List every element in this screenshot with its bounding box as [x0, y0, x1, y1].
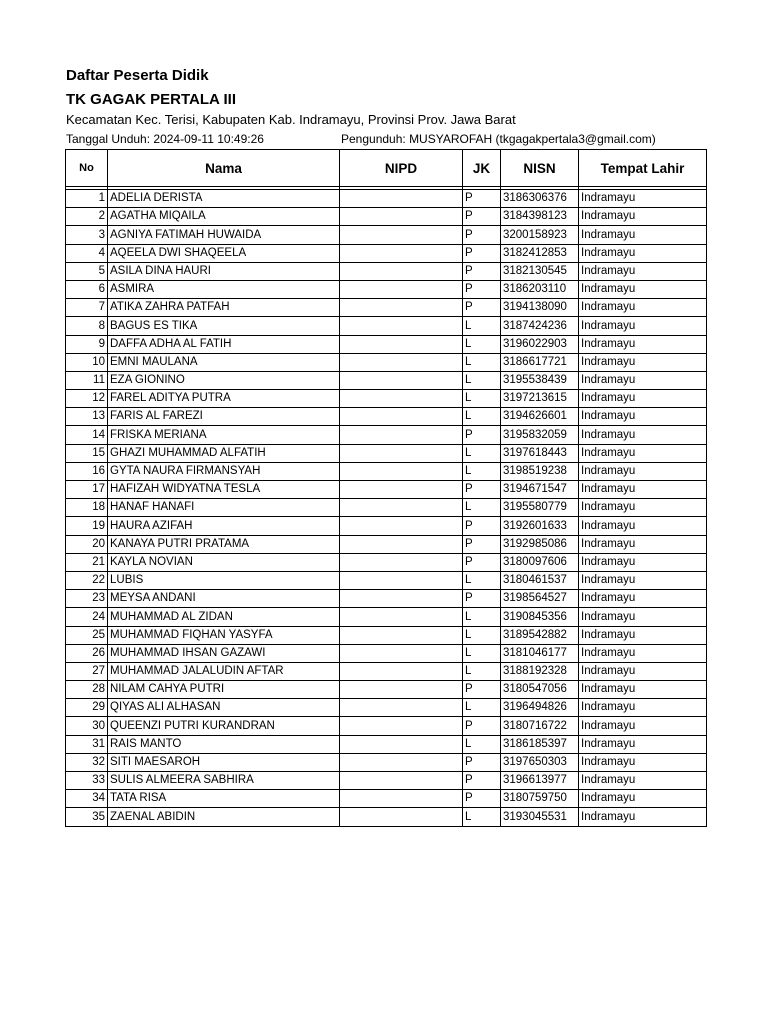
cell-nipd [340, 608, 463, 626]
cell-jk: P [463, 717, 501, 735]
cell-nama: ASMIRA [108, 280, 340, 298]
cell-nama: ATIKA ZAHRA PATFAH [108, 299, 340, 317]
cell-tempat-lahir: Indramayu [579, 608, 707, 626]
table-row [66, 662, 707, 680]
cell-jk: L [463, 626, 501, 644]
cell-nipd [340, 517, 463, 535]
cell-tempat-lahir: Indramayu [579, 226, 707, 244]
cell-nipd [340, 280, 463, 298]
cell-nisn: 3180759750 [501, 790, 579, 808]
cell-no: 11 [66, 371, 108, 389]
cell-tempat-lahir: Indramayu [579, 662, 707, 680]
cell-nama: MUHAMMAD FIQHAN YASYFA [108, 626, 340, 644]
downloader-info: Pengunduh: MUSYAROFAH (tkgagakpertala3@gmail.com) [341, 132, 656, 146]
cell-nipd [340, 390, 463, 408]
cell-no: 28 [66, 681, 108, 699]
cell-tempat-lahir: Indramayu [579, 462, 707, 480]
cell-nisn: 3181046177 [501, 644, 579, 662]
column-header-tempat-lahir: Tempat Lahir [579, 150, 707, 187]
cell-nipd [340, 699, 463, 717]
cell-nipd [340, 208, 463, 226]
column-header-nisn: NISN [501, 150, 579, 187]
cell-nisn: 3188192328 [501, 662, 579, 680]
cell-nama: ZAENAL ABIDIN [108, 808, 340, 826]
cell-no: 18 [66, 499, 108, 517]
cell-nama: BAGUS ES TIKA [108, 317, 340, 335]
cell-no: 23 [66, 590, 108, 608]
cell-no: 25 [66, 626, 108, 644]
cell-no: 4 [66, 244, 108, 262]
cell-nama: AGNIYA FATIMAH HUWAIDA [108, 226, 340, 244]
cell-nipd [340, 335, 463, 353]
cell-nipd [340, 571, 463, 589]
student-table [65, 149, 707, 827]
cell-no: 26 [66, 644, 108, 662]
table-row [66, 262, 707, 280]
cell-nisn: 3197213615 [501, 390, 579, 408]
cell-nisn: 3194626601 [501, 408, 579, 426]
cell-nama: HAFIZAH WIDYATNA TESLA [108, 481, 340, 499]
cell-tempat-lahir: Indramayu [579, 699, 707, 717]
cell-tempat-lahir: Indramayu [579, 772, 707, 790]
cell-nipd [340, 226, 463, 244]
cell-jk: L [463, 390, 501, 408]
cell-nisn: 3194671547 [501, 481, 579, 499]
table-row [66, 571, 707, 589]
table-row [66, 371, 707, 389]
cell-nipd [340, 481, 463, 499]
cell-nipd [340, 753, 463, 771]
cell-nipd [340, 735, 463, 753]
cell-jk: P [463, 299, 501, 317]
cell-no: 8 [66, 317, 108, 335]
table-header-row [66, 150, 707, 187]
cell-nipd [340, 444, 463, 462]
cell-nama: EMNI MAULANA [108, 353, 340, 371]
cell-nama: GHAZI MUHAMMAD ALFATIH [108, 444, 340, 462]
table-row [66, 626, 707, 644]
cell-nisn: 3196613977 [501, 772, 579, 790]
cell-nisn: 3180097606 [501, 553, 579, 571]
cell-nisn: 3195538439 [501, 371, 579, 389]
cell-nisn: 3200158923 [501, 226, 579, 244]
cell-nama: AGATHA MIQAILA [108, 208, 340, 226]
table-row [66, 681, 707, 699]
cell-nisn: 3193045531 [501, 808, 579, 826]
cell-nama: QUEENZI PUTRI KURANDRAN [108, 717, 340, 735]
cell-nisn: 3186306376 [501, 190, 579, 208]
cell-nipd [340, 408, 463, 426]
cell-tempat-lahir: Indramayu [579, 535, 707, 553]
cell-nisn: 3186185397 [501, 735, 579, 753]
table-row [66, 553, 707, 571]
table-row [66, 244, 707, 262]
cell-nama: FAREL ADITYA PUTRA [108, 390, 340, 408]
cell-tempat-lahir: Indramayu [579, 299, 707, 317]
table-row [66, 353, 707, 371]
cell-jk: P [463, 590, 501, 608]
cell-jk: P [463, 262, 501, 280]
cell-no: 9 [66, 335, 108, 353]
cell-no: 13 [66, 408, 108, 426]
cell-nipd [340, 790, 463, 808]
cell-tempat-lahir: Indramayu [579, 262, 707, 280]
cell-tempat-lahir: Indramayu [579, 481, 707, 499]
cell-nisn: 3198564527 [501, 590, 579, 608]
cell-nipd [340, 426, 463, 444]
cell-nisn: 3180461537 [501, 571, 579, 589]
cell-nipd [340, 499, 463, 517]
table-row [66, 335, 707, 353]
cell-nipd [340, 626, 463, 644]
cell-nipd [340, 535, 463, 553]
table-row [66, 772, 707, 790]
cell-nama: GYTA NAURA FIRMANSYAH [108, 462, 340, 480]
cell-nisn: 3192601633 [501, 517, 579, 535]
table-row [66, 208, 707, 226]
cell-jk: P [463, 208, 501, 226]
cell-jk: L [463, 608, 501, 626]
cell-nipd [340, 644, 463, 662]
table-row [66, 644, 707, 662]
cell-nisn: 3186617721 [501, 353, 579, 371]
cell-nisn: 3197618443 [501, 444, 579, 462]
cell-nisn: 3184398123 [501, 208, 579, 226]
cell-no: 34 [66, 790, 108, 808]
cell-no: 29 [66, 699, 108, 717]
table-row [66, 517, 707, 535]
cell-jk: L [463, 571, 501, 589]
cell-tempat-lahir: Indramayu [579, 753, 707, 771]
cell-no: 24 [66, 608, 108, 626]
cell-jk: P [463, 517, 501, 535]
cell-tempat-lahir: Indramayu [579, 717, 707, 735]
cell-nipd [340, 244, 463, 262]
cell-no: 15 [66, 444, 108, 462]
school-location: Kecamatan Kec. Terisi, Kabupaten Kab. Indramayu, Provinsi Prov. Jawa Barat [66, 112, 516, 127]
cell-tempat-lahir: Indramayu [579, 371, 707, 389]
cell-no: 30 [66, 717, 108, 735]
cell-nama: KANAYA PUTRI PRATAMA [108, 535, 340, 553]
cell-jk: L [463, 353, 501, 371]
table-row [66, 499, 707, 517]
cell-tempat-lahir: Indramayu [579, 553, 707, 571]
cell-nipd [340, 553, 463, 571]
cell-nama: MUHAMMAD JALALUDIN AFTAR [108, 662, 340, 680]
cell-no: 7 [66, 299, 108, 317]
table-row [66, 190, 707, 208]
cell-jk: P [463, 753, 501, 771]
cell-nama: QIYAS ALI ALHASAN [108, 699, 340, 717]
table-row [66, 699, 707, 717]
cell-jk: L [463, 735, 501, 753]
cell-nama: MUHAMMAD IHSAN GAZAWI [108, 644, 340, 662]
cell-nisn: 3182130545 [501, 262, 579, 280]
cell-nama: ADELIA DERISTA [108, 190, 340, 208]
cell-tempat-lahir: Indramayu [579, 626, 707, 644]
column-header-no: No [66, 150, 108, 187]
cell-tempat-lahir: Indramayu [579, 681, 707, 699]
cell-nisn: 3196494826 [501, 699, 579, 717]
cell-tempat-lahir: Indramayu [579, 280, 707, 298]
cell-jk: P [463, 190, 501, 208]
cell-nisn: 3180716722 [501, 717, 579, 735]
cell-nisn: 3195832059 [501, 426, 579, 444]
cell-tempat-lahir: Indramayu [579, 335, 707, 353]
cell-tempat-lahir: Indramayu [579, 208, 707, 226]
cell-nipd [340, 772, 463, 790]
cell-nama: RAIS MANTO [108, 735, 340, 753]
cell-nisn: 3180547056 [501, 681, 579, 699]
cell-jk: P [463, 535, 501, 553]
cell-nama: EZA GIONINO [108, 371, 340, 389]
cell-tempat-lahir: Indramayu [579, 644, 707, 662]
cell-nama: DAFFA ADHA AL FATIH [108, 335, 340, 353]
table-row [66, 299, 707, 317]
cell-jk: P [463, 772, 501, 790]
cell-nisn: 3182412853 [501, 244, 579, 262]
cell-tempat-lahir: Indramayu [579, 426, 707, 444]
school-name: TK GAGAK PERTALA III [66, 91, 236, 108]
cell-no: 33 [66, 772, 108, 790]
cell-nisn: 3194138090 [501, 299, 579, 317]
cell-no: 35 [66, 808, 108, 826]
table-row [66, 390, 707, 408]
cell-nisn: 3195580779 [501, 499, 579, 517]
cell-jk: P [463, 426, 501, 444]
cell-no: 27 [66, 662, 108, 680]
table-row [66, 280, 707, 298]
cell-no: 10 [66, 353, 108, 371]
cell-jk: L [463, 499, 501, 517]
cell-nama: TATA RISA [108, 790, 340, 808]
cell-no: 32 [66, 753, 108, 771]
cell-nipd [340, 353, 463, 371]
cell-no: 17 [66, 481, 108, 499]
cell-nama: ASILA DINA HAURI [108, 262, 340, 280]
cell-jk: L [463, 335, 501, 353]
cell-nama: MEYSA ANDANI [108, 590, 340, 608]
table-row [66, 608, 707, 626]
cell-jk: L [463, 371, 501, 389]
table-row [66, 408, 707, 426]
cell-no: 16 [66, 462, 108, 480]
cell-nipd [340, 317, 463, 335]
table-row [66, 426, 707, 444]
cell-jk: P [463, 280, 501, 298]
download-date: Tanggal Unduh: 2024-09-11 10:49:26 [66, 132, 264, 146]
cell-no: 14 [66, 426, 108, 444]
cell-nisn: 3186203110 [501, 280, 579, 298]
cell-jk: L [463, 699, 501, 717]
cell-no: 3 [66, 226, 108, 244]
cell-nipd [340, 590, 463, 608]
cell-tempat-lahir: Indramayu [579, 190, 707, 208]
cell-no: 19 [66, 517, 108, 535]
cell-no: 5 [66, 262, 108, 280]
cell-no: 21 [66, 553, 108, 571]
cell-jk: P [463, 244, 501, 262]
cell-nama: MUHAMMAD AL ZIDAN [108, 608, 340, 626]
cell-tempat-lahir: Indramayu [579, 790, 707, 808]
cell-no: 1 [66, 190, 108, 208]
cell-nipd [340, 662, 463, 680]
column-header-nipd: NIPD [340, 150, 463, 187]
cell-jk: L [463, 317, 501, 335]
cell-nama: HANAF HANAFI [108, 499, 340, 517]
cell-jk: P [463, 681, 501, 699]
cell-jk: L [463, 662, 501, 680]
table-row [66, 753, 707, 771]
cell-jk: L [463, 808, 501, 826]
cell-nipd [340, 299, 463, 317]
cell-tempat-lahir: Indramayu [579, 317, 707, 335]
cell-tempat-lahir: Indramayu [579, 808, 707, 826]
table-row [66, 590, 707, 608]
cell-nisn: 3190845356 [501, 608, 579, 626]
cell-jk: L [463, 462, 501, 480]
cell-nisn: 3192985086 [501, 535, 579, 553]
table-body [66, 187, 707, 827]
cell-nama: NILAM CAHYA PUTRI [108, 681, 340, 699]
table-row [66, 808, 707, 826]
cell-no: 2 [66, 208, 108, 226]
table-row [66, 535, 707, 553]
cell-tempat-lahir: Indramayu [579, 408, 707, 426]
cell-no: 12 [66, 390, 108, 408]
cell-jk: L [463, 444, 501, 462]
cell-nisn: 3197650303 [501, 753, 579, 771]
cell-jk: L [463, 408, 501, 426]
cell-nipd [340, 717, 463, 735]
cell-nipd [340, 190, 463, 208]
column-header-jk: JK [463, 150, 501, 187]
cell-tempat-lahir: Indramayu [579, 517, 707, 535]
cell-tempat-lahir: Indramayu [579, 571, 707, 589]
table-row [66, 481, 707, 499]
cell-tempat-lahir: Indramayu [579, 590, 707, 608]
cell-no: 20 [66, 535, 108, 553]
column-header-nama: Nama [108, 150, 340, 187]
cell-nipd [340, 462, 463, 480]
cell-nama: SULIS ALMEERA SABHIRA [108, 772, 340, 790]
cell-nisn: 3196022903 [501, 335, 579, 353]
cell-tempat-lahir: Indramayu [579, 244, 707, 262]
cell-nama: FRISKA MERIANA [108, 426, 340, 444]
cell-nipd [340, 371, 463, 389]
table-row [66, 790, 707, 808]
cell-jk: P [463, 790, 501, 808]
cell-nipd [340, 262, 463, 280]
cell-nama: LUBIS [108, 571, 340, 589]
cell-jk: P [463, 481, 501, 499]
cell-nisn: 3189542882 [501, 626, 579, 644]
cell-no: 6 [66, 280, 108, 298]
cell-nama: FARIS AL FAREZI [108, 408, 340, 426]
table-row [66, 317, 707, 335]
cell-nipd [340, 681, 463, 699]
cell-no: 31 [66, 735, 108, 753]
cell-no: 22 [66, 571, 108, 589]
cell-nisn: 3187424236 [501, 317, 579, 335]
cell-nama: AQEELA DWI SHAQEELA [108, 244, 340, 262]
cell-jk: P [463, 553, 501, 571]
table-row [66, 462, 707, 480]
cell-jk: P [463, 226, 501, 244]
cell-nama: SITI MAESAROH [108, 753, 340, 771]
cell-tempat-lahir: Indramayu [579, 735, 707, 753]
cell-tempat-lahir: Indramayu [579, 444, 707, 462]
cell-nisn: 3198519238 [501, 462, 579, 480]
cell-nama: KAYLA NOVIAN [108, 553, 340, 571]
cell-tempat-lahir: Indramayu [579, 390, 707, 408]
table-row [66, 444, 707, 462]
cell-nama: HAURA AZIFAH [108, 517, 340, 535]
table-row [66, 735, 707, 753]
table-row [66, 226, 707, 244]
document-title: Daftar Peserta Didik [66, 67, 209, 84]
cell-tempat-lahir: Indramayu [579, 353, 707, 371]
table-row [66, 717, 707, 735]
cell-jk: L [463, 644, 501, 662]
cell-tempat-lahir: Indramayu [579, 499, 707, 517]
cell-nipd [340, 808, 463, 826]
